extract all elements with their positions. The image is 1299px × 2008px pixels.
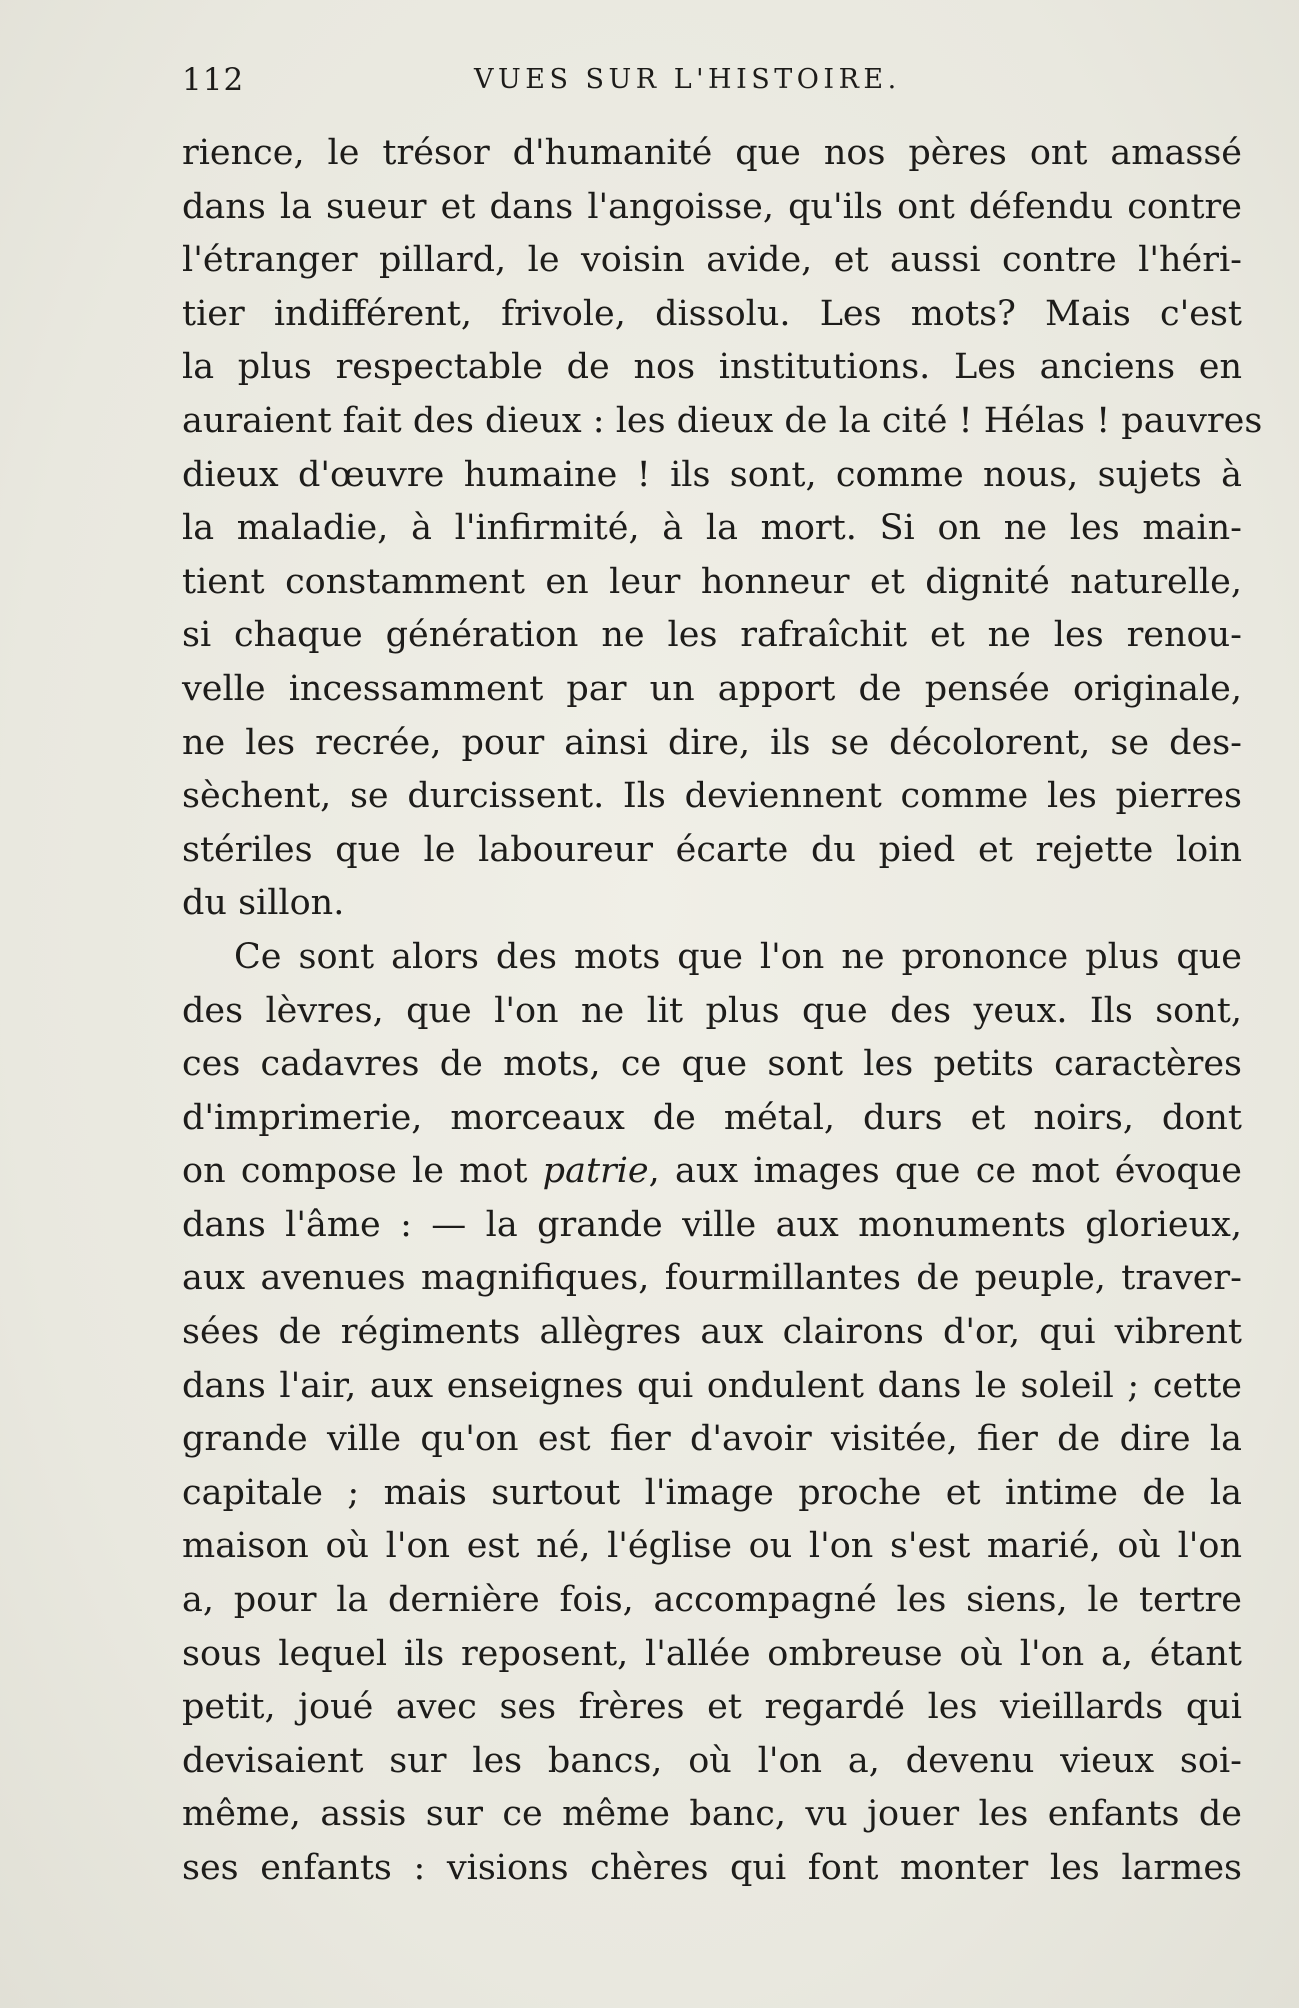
body-text bbox=[182, 127, 1263, 1896]
text-line: capitale ; mais surtout l'image proche et intime de la bbox=[182, 1472, 1242, 1513]
text-line: dans l'âme : — la grande ville aux monuments glorieux, bbox=[182, 1204, 1242, 1245]
line-head: on compose le mot bbox=[182, 1151, 543, 1192]
paragraph-start-line: Ce sont alors des mots que l'on ne prononce plus que bbox=[234, 936, 1242, 977]
text-line: d'imprimerie, morceaux de métal, durs et noirs, dont bbox=[182, 1097, 1242, 1138]
text-line: stériles que le laboureur écarte du pied et rejette loin bbox=[182, 829, 1242, 870]
text-line: velle incessamment par un apport de pensée originale, bbox=[182, 668, 1242, 709]
text-line: rience, le trésor d'humanité que nos pères ont amassé bbox=[182, 133, 1242, 173]
text-line: dans la sueur et dans l'angoisse, qu'ils ont défendu contre bbox=[182, 186, 1242, 227]
text-line: ses enfants : visions chères qui font monter les larmes bbox=[182, 1848, 1242, 1888]
text-line: grande ville qu'on est fier d'avoir visitée, fier de dire la bbox=[182, 1419, 1242, 1460]
text-line: sées de régiments allègres aux clairons d'or, qui vibrent bbox=[182, 1312, 1242, 1353]
running-title: VUES SUR L'HISTOIRE. bbox=[474, 64, 901, 95]
text-line: la plus respectable de nos institutions. Les anciens en bbox=[182, 347, 1242, 388]
text-line: a, pour la dernière fois, accompagné les siens, le tertre bbox=[182, 1580, 1242, 1621]
running-head bbox=[182, 62, 1242, 102]
italic-word: patrie bbox=[542, 1151, 649, 1192]
text-line: si chaque génération ne les rafraîchit et ne les renou- bbox=[182, 615, 1242, 656]
text-line: dieux d'œuvre humaine ! ils sont, comme nous, sujets à bbox=[182, 454, 1242, 495]
text-line: aux avenues magnifiques, fourmillantes de peuple, traver- bbox=[182, 1258, 1242, 1299]
text-line: dans l'air, aux enseignes qui ondulent dans le soleil ; cette bbox=[182, 1365, 1242, 1406]
text-line: tier indifférent, frivole, dissolu. Les mots? Mais c'est bbox=[182, 293, 1242, 334]
text-line: sèchent, se durcissent. Ils deviennent comme les pierres bbox=[182, 776, 1242, 817]
text-line-with-italic bbox=[182, 1145, 1242, 1199]
text-line: ne les recrée, pour ainsi dire, ils se décolorent, se des- bbox=[182, 722, 1242, 763]
text-line: même, assis sur ce même banc, vu jouer les enfants de bbox=[182, 1794, 1242, 1835]
text-line: des lèvres, que l'on ne lit plus que des yeux. Ils sont, bbox=[182, 990, 1242, 1031]
paragraph-end-line: du sillon. bbox=[182, 883, 345, 924]
line-tail: , aux images que ce mot évoque bbox=[648, 1151, 1242, 1192]
text-line: l'étranger pillard, le voisin avide, et aussi contre l'héri- bbox=[182, 240, 1242, 281]
text-line: auraient fait des dieux : les dieux de la cité ! Hélas ! pauvres bbox=[182, 400, 1263, 441]
text-line: la maladie, à l'infirmité, à la mort. Si on ne les main- bbox=[182, 508, 1242, 549]
text-line: ces cadavres de mots, ce que sont les petits caractères bbox=[182, 1044, 1242, 1085]
text-line: petit, joué avec ses frères et regardé les vieillards qui bbox=[182, 1687, 1242, 1728]
text-line: maison où l'on est né, l'église ou l'on s'est marié, où l'on bbox=[182, 1526, 1242, 1567]
text-line: sous lequel ils reposent, l'allée ombreuse où l'on a, étant bbox=[182, 1633, 1242, 1674]
text-line: tient constamment en leur honneur et dignité naturelle, bbox=[182, 561, 1242, 602]
text-line: devisaient sur les bancs, où l'on a, devenu vieux soi- bbox=[182, 1740, 1242, 1781]
page-number: 112 bbox=[182, 62, 245, 98]
